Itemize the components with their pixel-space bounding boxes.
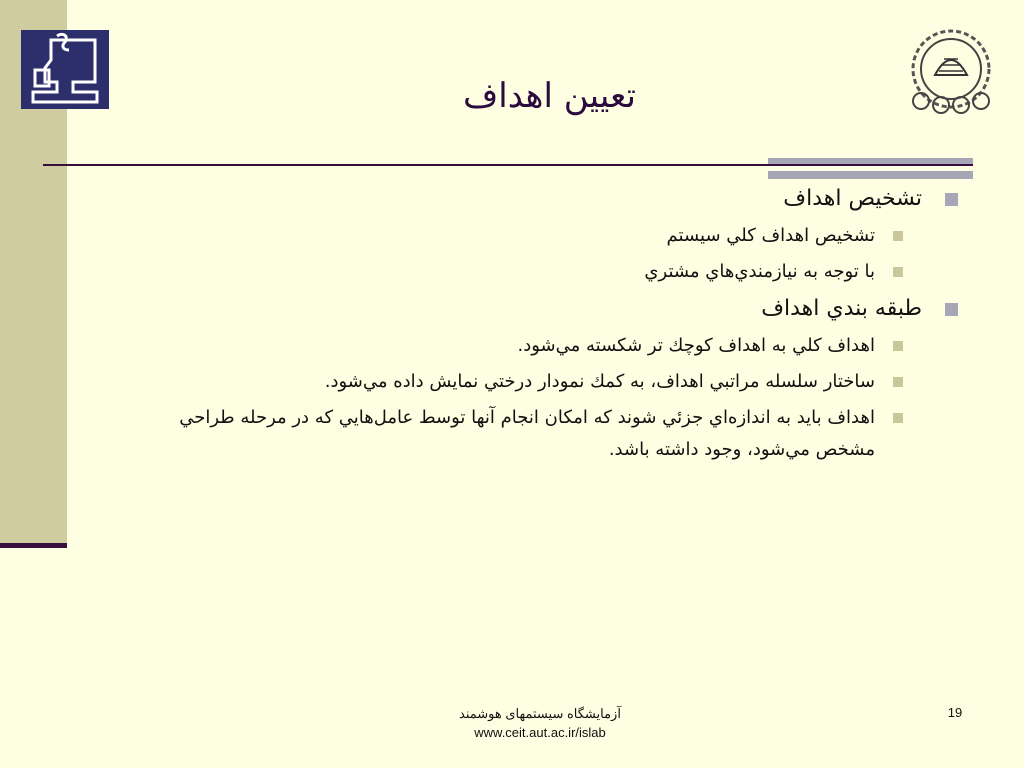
title-divider-rule — [43, 164, 973, 166]
university-emblem-icon — [903, 27, 999, 119]
footer-lab-name: آزمایشگاه سیستمهای هوشمند — [459, 706, 621, 721]
square-bullet-icon — [893, 377, 903, 387]
slide-content — [120, 178, 960, 466]
section-heading — [120, 182, 960, 216]
square-bullet-icon — [893, 231, 903, 241]
footer — [420, 704, 660, 742]
list-item-text: با توجه به نيازمندي‌هاي مشتري — [644, 261, 875, 282]
page-number: 19 — [947, 705, 963, 720]
square-bullet-icon — [945, 193, 958, 206]
list-item — [120, 330, 960, 362]
section-heading-text: طبقه بندي اهداف — [761, 296, 922, 321]
square-bullet-icon — [893, 341, 903, 351]
list-item-text: تشخيص اهداف كلي سيستم — [666, 225, 875, 246]
list-item — [120, 402, 960, 466]
square-bullet-icon — [893, 267, 903, 277]
lab-logo-icon — [21, 30, 109, 109]
list-item-text: اهداف كلي به اهداف كوچك تر شكسته مي‌شود. — [517, 335, 875, 356]
list-item — [120, 220, 960, 252]
section-heading — [120, 292, 960, 326]
footer-url: www.ceit.aut.ac.ir/islab — [474, 725, 606, 740]
square-bullet-icon — [893, 413, 903, 423]
list-item — [120, 366, 960, 398]
slide-title: تعيين اهداف — [463, 76, 636, 116]
list-item-text: ساختار سلسله مراتبي اهداف، به كمك نمودار درختي نمايش داده مي‌شود. — [324, 371, 875, 392]
list-item — [120, 256, 960, 288]
list-item-text: اهداف بايد به اندازه‌اي جزئي شوند كه امكان انجام آنها توسط عامل‌هايي كه در مرحله طراحي مشخص مي‌شود، وجود داشته باشد. — [179, 407, 875, 460]
square-bullet-icon — [945, 303, 958, 316]
section-heading-text: تشخيص اهداف — [783, 186, 922, 211]
left-sidebar-rule — [0, 543, 67, 548]
